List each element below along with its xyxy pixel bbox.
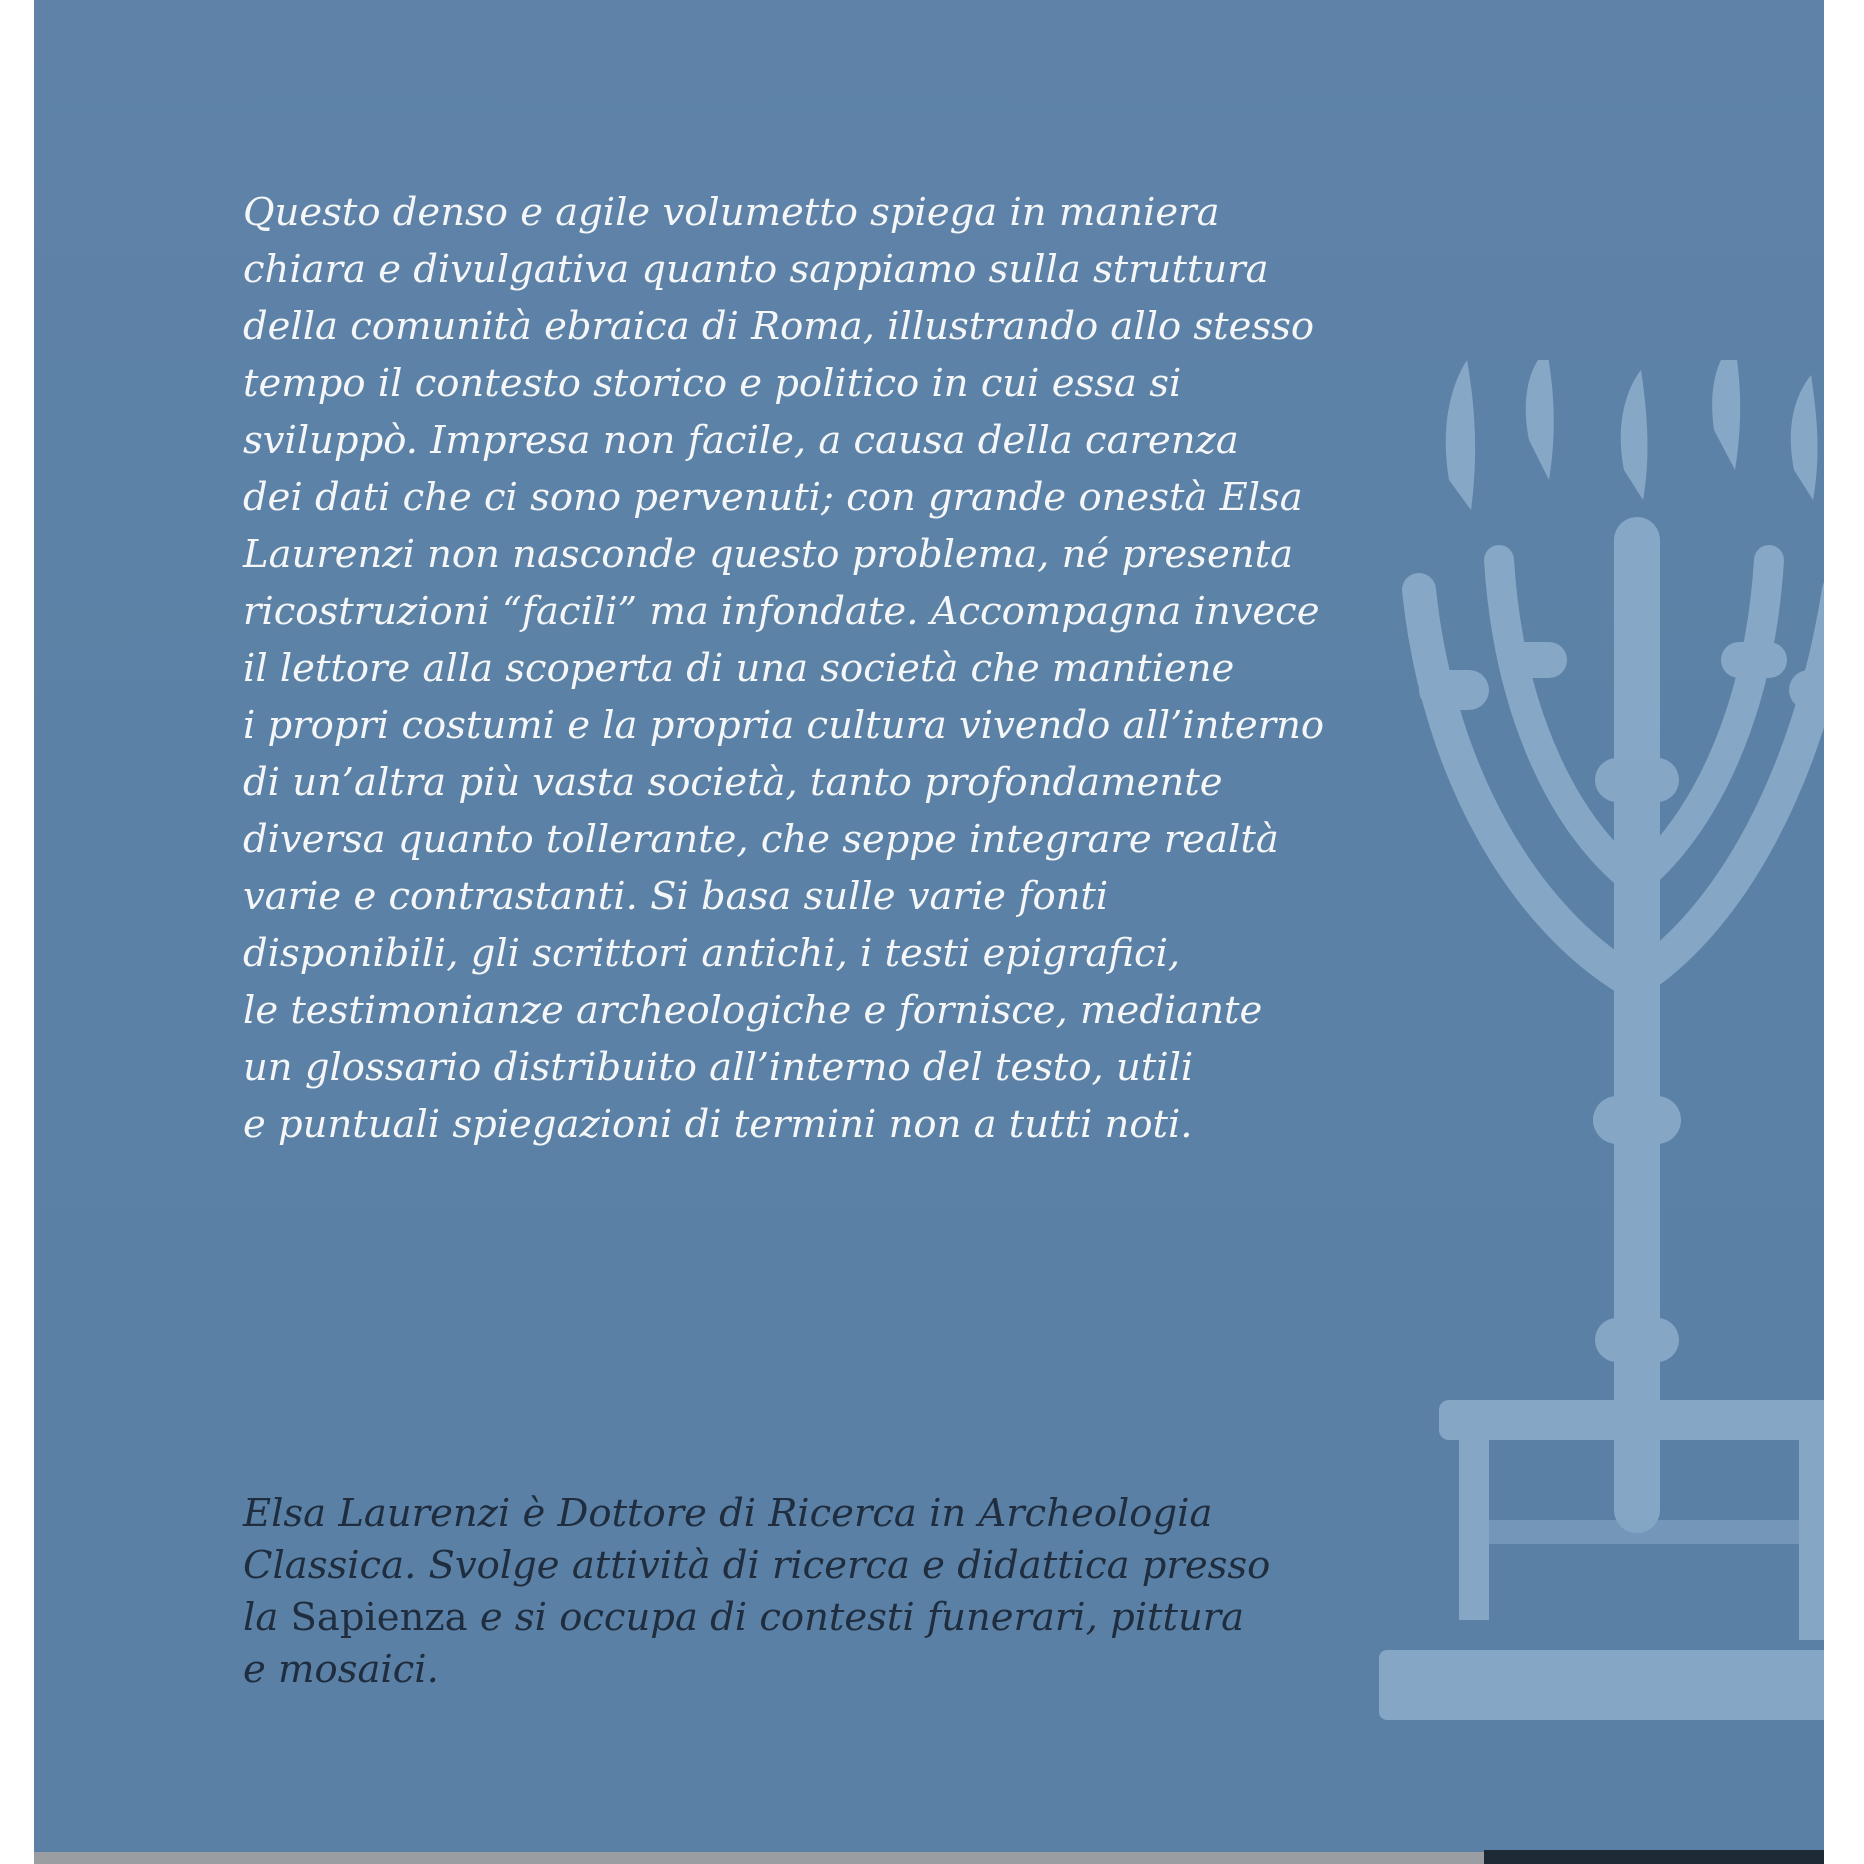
blurb-line: diversa quanto tollerante, che seppe integrare realtà [243, 817, 1279, 862]
blurb-line: e puntuali spiegazioni di termini non a tutti noti. [243, 1102, 1193, 1147]
blurb-line: Laurenzi non nasconde questo problema, né presenta [243, 532, 1294, 577]
blurb-line: della comunità ebraica di Roma, illustrando allo stesso [243, 304, 1315, 349]
blurb-line: chiara e divulgativa quanto sappiamo sulla struttura [243, 247, 1269, 292]
menorah-watermark-icon [1379, 360, 1824, 1780]
blurb-line: tempo il contesto storico e politico in cui essa si [243, 361, 1182, 406]
blurb-text [243, 184, 1393, 1153]
blurb-line: Questo denso e agile volumetto spiega in maniera [243, 190, 1220, 235]
blurb-line: il lettore alla scoperta di una società che mantiene [243, 646, 1235, 691]
blurb-line: varie e contrastanti. Si basa sulle varie fonti [243, 874, 1109, 919]
blurb-line: di un’altra più vasta società, tanto profondamente [243, 760, 1223, 805]
blurb-line: i propri costumi e la propria cultura vivendo all’interno [243, 703, 1325, 748]
bio-line [243, 1592, 1393, 1644]
blurb-line: sviluppò. Impresa non facile, a causa della carenza [243, 418, 1239, 463]
bio-line: Classica. Svolge attività di ricerca e didattica presso [243, 1543, 1271, 1588]
blurb-line: dei dati che ci sono pervenuti; con grande onestà Elsa [243, 475, 1303, 520]
bio-text: e si occupa di contesti funerari, pittura [467, 1595, 1245, 1640]
author-bio [243, 1488, 1393, 1696]
blurb-line: disponibili, gli scrittori antichi, i testi epigrafici, [243, 931, 1181, 976]
bio-line: e mosaici. [243, 1647, 439, 1692]
university-name: Sapienza [290, 1595, 468, 1640]
bio-line: Elsa Laurenzi è Dottore di Ricerca in Archeologia [243, 1491, 1213, 1536]
page-bottom-edge-dark [1484, 1850, 1824, 1864]
bio-text: la [243, 1595, 291, 1640]
blurb-line: le testimonianze archeologiche e fornisce, mediante [243, 988, 1263, 1033]
blurb-line: ricostruzioni “facili” ma infondate. Accompagna invece [243, 589, 1320, 634]
blurb-line: un glossario distribuito all’interno del testo, utili [243, 1045, 1194, 1090]
back-cover [34, 0, 1824, 1852]
